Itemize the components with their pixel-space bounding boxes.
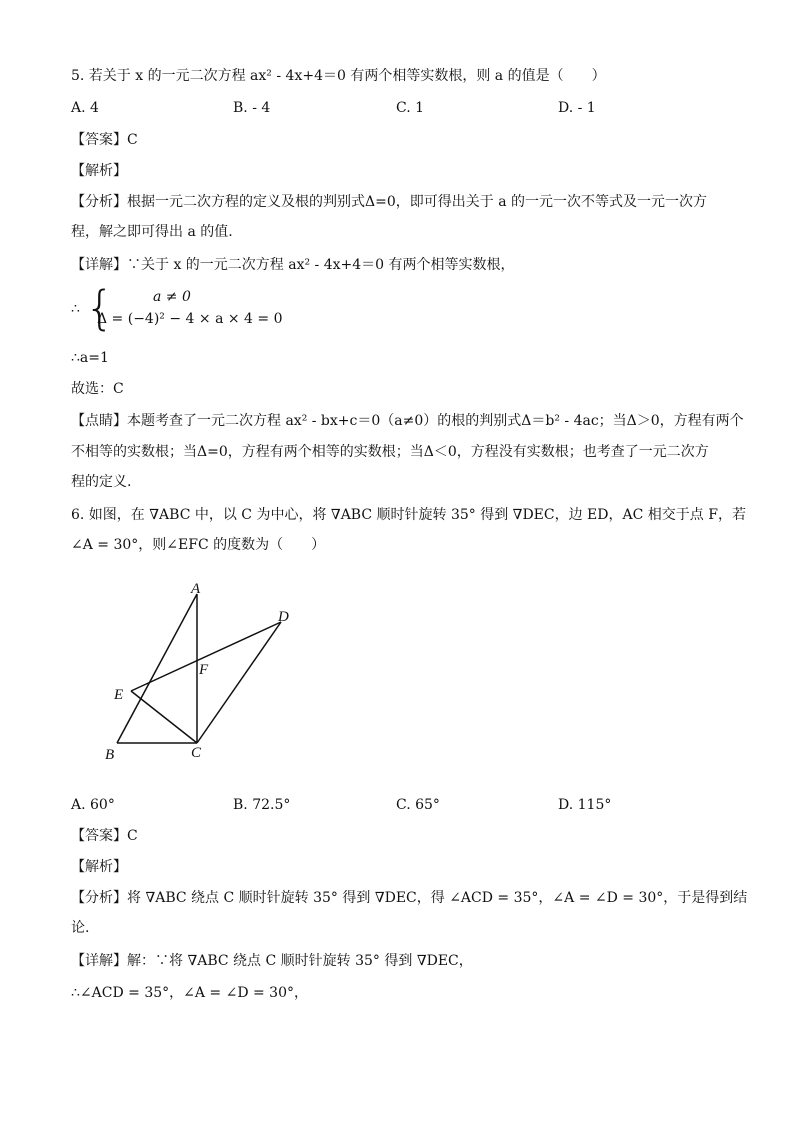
system-line-1: a ≠ 0	[153, 289, 191, 305]
q5-dianjing-line3: 程的定义.	[71, 474, 132, 490]
q6-fenxi-line1: 【分析】将 ∇ABC 绕点 C 顺时针旋转 35° 得到 ∇DEC，得 ∠ACD = 35°，∠A = ∠D = 30°，于是得到结	[71, 890, 748, 906]
q5-choice: 故选：C	[71, 381, 124, 397]
q5-fenxi-line1: 【分析】根据一元二次方程的定义及根的判别式Δ=0，即可得出关于 a 的一元一次不等式及一元一次方	[71, 194, 707, 210]
q5-analysis-title: 【解析】	[71, 163, 127, 179]
label-e: E	[114, 687, 124, 703]
q5-fenxi-line2: 程，解之即可得出 a 的值.	[71, 224, 233, 240]
label-f: F	[199, 662, 209, 678]
q6-option-a: A. 60°	[71, 797, 115, 813]
q6-analysis-title: 【解析】	[71, 859, 127, 875]
segment-ed	[131, 622, 281, 691]
segment-ec	[131, 691, 197, 743]
q5-option-b: B. - 4	[233, 100, 271, 116]
label-b: B	[105, 747, 115, 763]
system-line-2: Δ = (−4)² − 4 × a × 4 = 0	[97, 311, 283, 327]
q5-equation-system	[71, 281, 331, 337]
q5-option-d: D. - 1	[558, 100, 596, 116]
segment-dc	[197, 622, 281, 743]
label-d: D	[278, 609, 289, 625]
label-a: A	[191, 581, 201, 597]
q6-option-b: B. 72.5°	[233, 797, 291, 813]
q6-fenxi-line2: 论.	[71, 920, 90, 936]
therefore-symbol: ∴	[71, 301, 80, 317]
q5-dianjing-line2: 不相等的实数根；当Δ=0，方程有两个相等的实数根；当Δ＜0，方程没有实数根；也考查了一元二次方	[71, 444, 709, 460]
q5-result: ∴a=1	[71, 350, 109, 366]
left-brace-icon: {	[85, 281, 115, 335]
q5-option-a: A. 4	[71, 100, 99, 116]
q6-option-c: C. 65°	[396, 797, 440, 813]
q6-question-line1: 6. 如图，在 ∇ABC 中，以 C 为中心，将 ∇ABC 顺时针旋转 35° 得到 ∇DEC，边 ED，AC 相交于点 F，若	[71, 507, 746, 523]
q6-geometry-figure	[100, 575, 340, 765]
label-c: C	[191, 745, 202, 761]
q5-answer: 【答案】C	[71, 132, 138, 148]
q6-detail-line2: ∴∠ACD = 35°，∠A = ∠D = 30°，	[71, 985, 309, 1001]
q5-option-c: C. 1	[396, 100, 425, 116]
q6-option-d: D. 115°	[558, 797, 612, 813]
q5-dianjing-line1: 【点睛】本题考查了一元二次方程 ax² - bx+c＝0（a≠0）的根的判别式Δ＝b² - 4ac；当Δ＞0，方程有两个	[71, 413, 744, 429]
q6-answer: 【答案】C	[71, 828, 138, 844]
q6-question-line2: ∠A = 30°，则∠EFC 的度数为（ ）	[71, 537, 326, 553]
q5-question: 5. 若关于 x 的一元二次方程 ax² - 4x+4＝0 有两个相等实数根，则 a 的值是（ ）	[71, 68, 606, 84]
q5-detail: 【详解】∵关于 x 的一元二次方程 ax² - 4x+4＝0 有两个相等实数根，	[71, 257, 515, 273]
segment-ab	[117, 594, 197, 743]
q6-detail-line1: 【详解】解：∵将 ∇ABC 绕点 C 顺时针旋转 35° 得到 ∇DEC，	[71, 953, 473, 969]
